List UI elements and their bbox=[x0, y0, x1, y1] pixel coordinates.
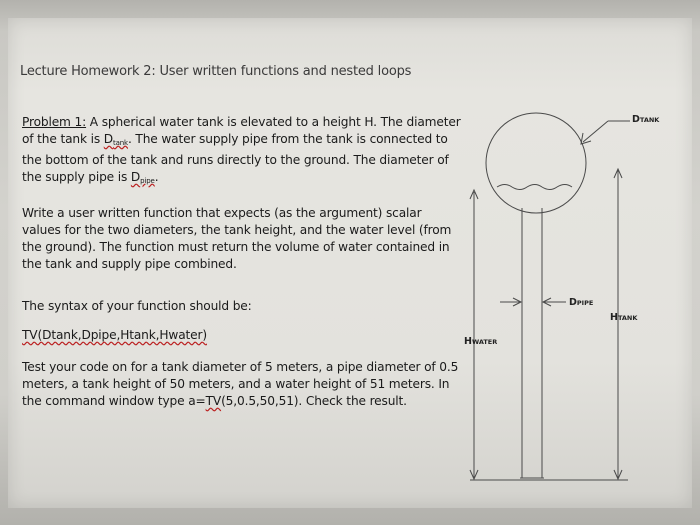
dtank-label-sub: TANK bbox=[639, 116, 660, 124]
htank-label-sub: TANK bbox=[617, 314, 638, 322]
dpipe-symbol-sub: pipe bbox=[140, 177, 155, 185]
dpipe-label-main: D bbox=[569, 297, 577, 308]
water-surface bbox=[497, 185, 572, 190]
htank-label bbox=[610, 312, 637, 323]
dtank-label-main: D bbox=[632, 114, 640, 125]
dpipe-symbol-main: D bbox=[130, 170, 141, 184]
dtank-arrowhead bbox=[581, 133, 591, 144]
hwater-label-sub: WATER bbox=[471, 338, 498, 346]
hwater-label bbox=[464, 336, 497, 347]
dpipe-label bbox=[569, 297, 593, 308]
dtank-leader bbox=[583, 121, 608, 142]
tank-drawing bbox=[470, 113, 630, 480]
test-text-2: (5,0.5,50,51). Check the result. bbox=[221, 394, 407, 408]
instructions-paragraph: Write a user written function that expects (as the argument) scalar values for the two diameters, the tank height, and the water level (from the ground). The function must return the volume of water contained in the tank and supply pipe combined. bbox=[22, 206, 452, 271]
dpipe-label-sub: PIPE bbox=[576, 299, 594, 307]
problem-label: Problem 1: bbox=[22, 115, 87, 129]
problem-text-3: . bbox=[154, 170, 159, 184]
problem-text-2: . The water supply pipe from the tank is connected to the bottom of the tank and runs directly to the ground. The diameter of the supply pipe is bbox=[22, 132, 449, 184]
htank-label-main: H bbox=[610, 312, 618, 323]
page-title: Lecture Homework 2: User written functions and nested loops bbox=[20, 64, 412, 79]
syntax-label: The syntax of your function should be: bbox=[22, 299, 252, 313]
dtank-label bbox=[632, 114, 659, 125]
dtank-symbol-sub: tank bbox=[113, 139, 128, 147]
test-text-1: Test your code on for a tank diameter of 5 meters, a pipe diameter of 0.5 meters, a tank height of 50 meters, and a water height of 51 meters. In the command window type a= bbox=[22, 360, 459, 408]
hwater-label-main: H bbox=[464, 336, 472, 347]
dtank-symbol-main: D bbox=[103, 132, 114, 146]
test-code: TV bbox=[205, 394, 222, 408]
syntax-code-text: TV(Dtank,Dpipe,Htank,Hwater) bbox=[22, 328, 207, 342]
tank-sphere bbox=[486, 113, 586, 213]
problem-text-1: A spherical water tank is elevated to a height H. The diameter of the tank is bbox=[22, 115, 461, 146]
